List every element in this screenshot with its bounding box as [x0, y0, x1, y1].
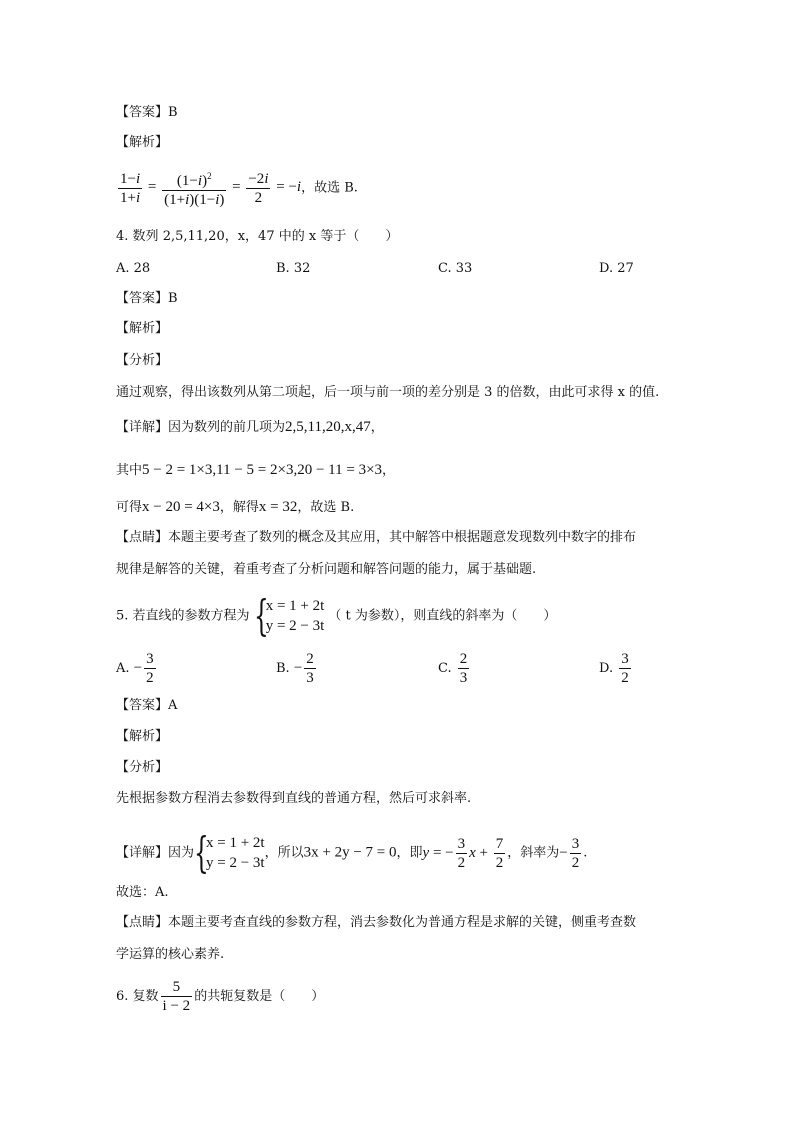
q5-eq2: y = 2 − 3t — [265, 618, 325, 634]
q6-den: i − 2 — [162, 998, 191, 1014]
q6-stem-prefix: 6. 复数 — [116, 989, 159, 1004]
q5-option-d — [599, 650, 633, 687]
q5-option-a-num: 3 — [146, 651, 154, 667]
q5-option-b-label: B. — [276, 661, 290, 676]
q5-fenxi-label: 【分析】 — [116, 760, 169, 775]
q4-qizhong-math: 5 − 2 = 1×3,11 − 5 = 2×3,20 − 11 = 3×3 — [142, 462, 383, 478]
q3-frac3: $\frac{-2i}{2}$ — [248, 170, 269, 206]
q4-comment-line2: 规律是解答的关键，着重考查了分析问题和解答问题的能力，属于基础题. — [116, 562, 537, 577]
q5-detail-mid2: ，即 — [396, 845, 423, 861]
q4-stem-prefix: 4. 数列 — [116, 229, 159, 244]
q5-option-b-den: 3 — [306, 670, 314, 686]
q4-option-b: B. 32 — [276, 261, 311, 276]
q5-fenxi-text: 先根据参数方程消去参数得到直线的普通方程，然后可求斜率. — [116, 791, 472, 806]
q5-detail-eq1: x = 1 + 2t — [206, 835, 265, 851]
q6-stem — [116, 978, 324, 1015]
q5-detail-mid1: ，所以 — [264, 845, 304, 861]
q3-solution: $\frac{1-i}{1+i}$ = $\frac{(1-i)^2}{(1+i)(1-i)}$ = $\frac{-2i}{2}$ = −i，故选 B. — [116, 167, 358, 209]
q5-option-c-den: 3 — [459, 670, 468, 686]
q5-option-c-num: 2 — [459, 651, 468, 667]
q4-option-a: A. 28 — [116, 261, 151, 276]
q4-fenxi-text: 通过观察，得出该数列从第二项起，后一项与前一项的差分别是 3 的倍数，由此可求得 x 的值. — [116, 385, 660, 400]
q5-option-b-num: 2 — [306, 651, 314, 667]
q5-option-b — [276, 650, 318, 687]
q4-analysis-label: 【解析】 — [116, 321, 169, 336]
q4-kede-prefix: 可得 — [116, 500, 143, 515]
q5-option-d-den: 2 — [621, 670, 629, 686]
q3-analysis-label: 【解析】 — [116, 135, 169, 150]
q6-frac — [161, 978, 193, 1015]
q5-option-b-frac — [304, 650, 316, 687]
q5-detail — [116, 828, 588, 877]
q4-kede-mid: ，解得 — [219, 500, 259, 515]
q4-option-d: D. 27 — [599, 261, 634, 276]
q5-analysis-label: 【解析】 — [116, 729, 169, 744]
q4-stem — [116, 227, 398, 247]
q6-num: 5 — [161, 978, 193, 997]
q5-stem — [116, 591, 557, 640]
q5-detail-prefix: 【详解】因为 — [116, 845, 195, 861]
q5-option-a-sign: − — [133, 660, 143, 676]
q5-detail-system: { x = 1 + 2t y = 2 − 3t — [194, 828, 265, 877]
q5-option-b-sign: − — [293, 660, 303, 676]
q4-stem-seq: 2,5,11,20，x，47 — [162, 229, 275, 244]
q4-detail-prefix: 【详解】因为数列的前几项为 — [116, 420, 286, 435]
q4-detail-suffix: ， — [370, 420, 384, 435]
q5-option-a — [116, 650, 158, 687]
q5-eq1: x = 1 + 2t — [265, 598, 325, 614]
q5-option-d-frac — [619, 650, 631, 687]
q3-answer: 【答案】B — [116, 105, 178, 120]
q5-stem-suffix: （ t 为参数），则直线的斜率为（ ） — [328, 608, 557, 624]
q5-detail-mid3: ，斜率为 — [507, 845, 560, 861]
q4-fenxi-label: 【分析】 — [116, 353, 169, 368]
q4-kede-math1: x − 20 = 4×3 — [142, 499, 220, 515]
q5-option-c-label: C. — [438, 661, 452, 676]
q6-stem-suffix: 的共轭复数是（ ） — [194, 989, 325, 1004]
q4-kede-suffix: ，故选 B. — [297, 500, 355, 515]
q5-comment-line1: 【点睛】本题主要考查直线的参数方程，消去参数化为普通方程是求解的关键，侧重考查数 — [116, 915, 637, 930]
q3-solution-suffix: ，故选 B. — [301, 180, 358, 196]
q4-qizhong — [116, 460, 395, 481]
q4-detail — [116, 417, 384, 438]
q5-option-a-den: 2 — [146, 670, 154, 686]
q5-detail-slope: − $\frac{3}{2}$ — [559, 835, 580, 871]
q5-detail-line-eq: y = − $\frac{3}{2}$ x + $\frac{7}{2}$ — [422, 835, 504, 871]
q4-comment-line1: 【点睛】本题主要考查了数列的概念及其应用，其中解答中根据题意发现数列中数字的排布 — [116, 530, 637, 545]
q5-option-d-label: D. — [599, 661, 614, 676]
q4-option-c: C. 33 — [438, 261, 473, 276]
q5-option-d-num: 3 — [621, 651, 629, 667]
q4-detail-seq: 2,5,11,20,x,47 — [285, 419, 371, 435]
q4-kede — [116, 497, 354, 518]
q5-detail-end: . — [583, 845, 588, 861]
q4-kede-math2: x = 32 — [258, 499, 298, 515]
q5-comment-line2: 学运算的核心素养. — [116, 947, 225, 962]
q4-qizhong-suffix: ， — [382, 463, 396, 478]
q5-stem-prefix: 5. 若直线的参数方程为 — [116, 608, 250, 624]
q5-detail-eq2: y = 2 − 3t — [206, 855, 265, 871]
q3-frac1: $\frac{1-i}{1+i}$ — [120, 170, 141, 206]
q5-option-a-label: A. — [116, 661, 130, 676]
q5-option-c-frac — [458, 650, 470, 687]
q5-guxuan: 故选：A. — [116, 885, 169, 900]
q3-frac2: $\frac{(1-i)^2}{(1+i)(1-i)}$ — [162, 167, 226, 209]
q5-option-c — [438, 650, 471, 687]
q4-qizhong-prefix: 其中 — [116, 463, 143, 478]
q5-option-a-frac — [144, 650, 156, 687]
q4-answer: 【答案】B — [116, 291, 178, 306]
q5-answer: 【答案】A — [116, 698, 178, 713]
q4-stem-suffix: 中的 x 等于（ ） — [278, 229, 399, 244]
q5-detail-eq: 3x + 2y − 7 = 0 — [303, 844, 397, 861]
q5-equation-system: { x = 1 + 2t y = 2 − 3t — [253, 591, 325, 640]
